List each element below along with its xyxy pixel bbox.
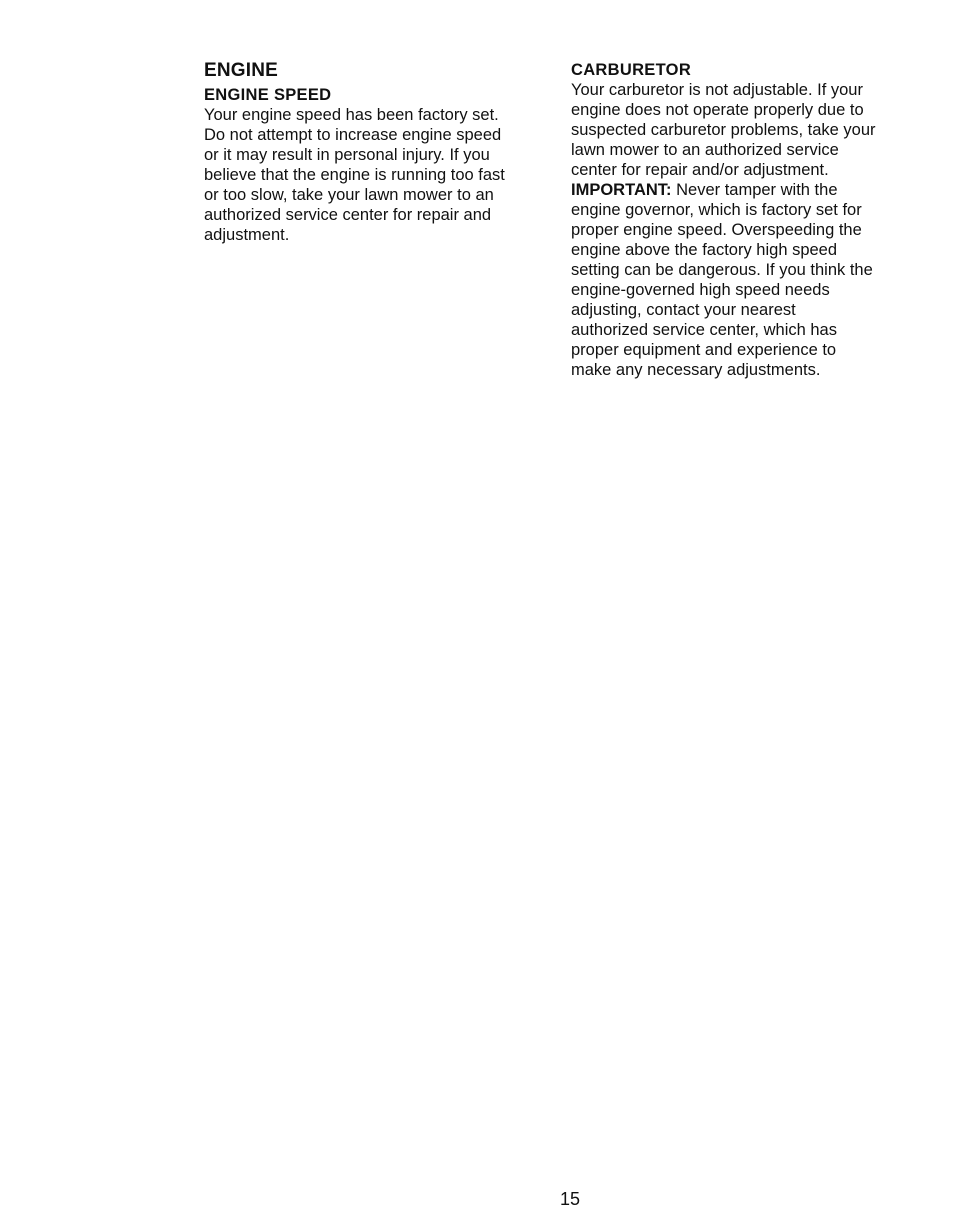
paragraph-line: suspected carburetor problems, take your (571, 121, 876, 139)
subsection-title-engine-speed: ENGINE SPEED (204, 86, 332, 104)
paragraph-line: engine above the factory high speed (571, 241, 838, 259)
paragraph-line: center for repair and/or adjustment. (571, 161, 829, 179)
paragraph-line: Your engine speed has been factory set. (204, 106, 499, 124)
paragraph-line: engine governor, which is factory set for (571, 201, 862, 219)
paragraph-line: or it may result in personal injury. If you (204, 146, 490, 164)
paragraph-line: setting can be dangerous. If you think the (571, 261, 873, 279)
section-title-carburetor: CARBURETOR (571, 61, 692, 79)
paragraph-line: engine does not operate properly due to (571, 101, 864, 119)
paragraph-line: Your carburetor is not adjustable. If your (571, 81, 863, 99)
paragraph-line: authorized service center, which has (571, 321, 837, 339)
paragraph-line: make any necessary adjustments. (571, 361, 821, 379)
paragraph-line: or too slow, take your lawn mower to an (204, 186, 494, 204)
important-label: IMPORTANT: (571, 181, 672, 199)
paragraph-line: engine-governed high speed needs (571, 281, 830, 299)
left-column (204, 58, 549, 245)
paragraph-line: authorized service center for repair and (204, 206, 492, 224)
carburetor-paragraph (571, 80, 921, 380)
page-number: 15 (559, 1189, 581, 1209)
paragraph-line: believe that the engine is running too fast (204, 166, 505, 184)
paragraph-line: adjusting, contact your nearest (571, 301, 796, 319)
important-line (571, 180, 921, 200)
paragraph-line: proper equipment and experience to (571, 341, 837, 359)
paragraph-line: Do not attempt to increase engine speed (204, 126, 502, 144)
paragraph-line: proper engine speed. Overspeeding the (571, 221, 862, 239)
section-title-engine: ENGINE (204, 60, 279, 81)
paragraph-line: lawn mower to an authorized service (571, 141, 839, 159)
engine-speed-paragraph (204, 105, 549, 245)
important-first-line: Never tamper with the (671, 181, 838, 199)
right-column (571, 58, 921, 380)
paragraph-line: adjustment. (204, 226, 290, 244)
